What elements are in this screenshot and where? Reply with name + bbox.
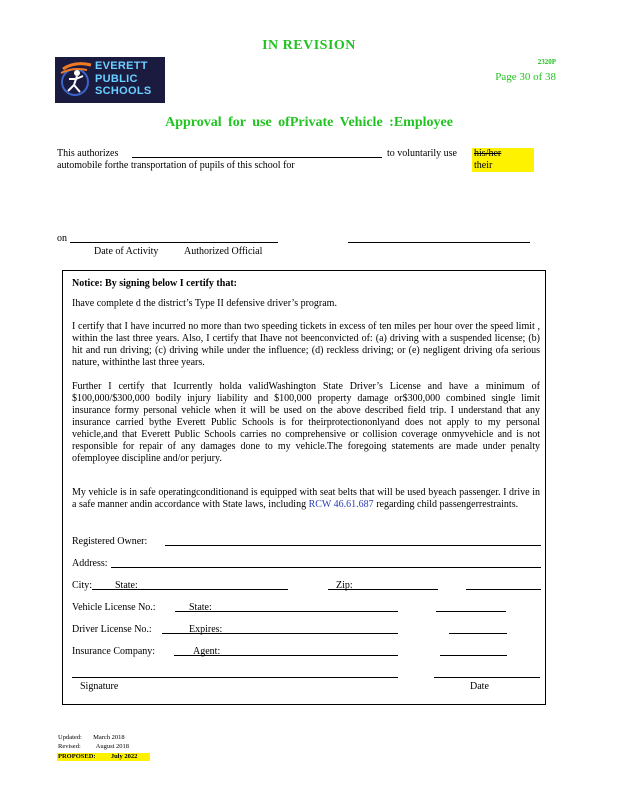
authorized-person-line[interactable] [132,157,382,158]
logo-line-1: EVERETT [95,60,148,72]
page-number: Page 30 of 38 [495,71,556,83]
zip-line[interactable] [328,589,438,590]
footer-proposed [57,753,150,761]
authorized-official-label: Authorized Official [184,246,263,257]
logo-line-2: PUBLIC [95,72,138,85]
driver-license-label: Driver License No.: [72,624,152,635]
authorized-official-line[interactable] [348,242,530,243]
date-of-activity-label: Date of Activity [94,246,159,257]
zip-extra-line[interactable] [466,589,541,590]
footer-updated-label: Updated: [58,734,82,741]
vehicle-license-label: Vehicle License No.: [72,602,156,613]
date-of-activity-line[interactable] [70,242,278,243]
this-authorizes-label: This authorizes [57,148,119,159]
rcw-link[interactable]: RCW 46.61.687 [308,499,374,510]
pronoun-highlight [472,148,534,172]
city-label: City: [72,580,93,591]
footer-updated [58,734,125,742]
logo-line-3: SCHOOLS [95,85,152,97]
footer-proposed-value: July 2022 [110,753,138,760]
address-line[interactable] [111,567,541,568]
zip-label: Zip: [336,580,353,591]
notice-heading: Notice: By signing below I certify that: [72,278,237,289]
footer-revised [58,743,129,751]
notice-paragraph-4 [72,487,540,511]
expires-label: Expires: [189,624,223,635]
footer-updated-value: March 2018 [93,734,125,741]
notice-paragraph-4-text: My vehicle is in safe operatingconditionand is equipped with seat belts that will be used byeach passenger. I drive in a safe manner andin accordance with State laws, including [72,487,540,510]
runner-icon [55,57,95,103]
footer-revised-label: Revised: [58,743,81,750]
pronoun-their: their [474,160,493,171]
to-voluntarily-label: to voluntarily use [387,148,457,159]
notice-paragraph-2: I certify that I have incurred no more than two speeding tickets in excess of ten miles per hour over the speed limit , within the last three years. Also, I certify that Ihave not beenconvicted of: (a) driving with a suspended license; (b) hit and run driving; (c) driving while under the influence; (d) reckless driving; or (e) negligent driving ofa serious nature, withinthe last three years. [72,321,540,368]
date-line[interactable] [434,677,540,678]
footer-proposed-label: PROPOSED: [58,753,96,760]
document-number: 2320P [537,58,556,66]
notice-paragraph-1: Ihave complete d the district’s Type II defensive driver’s program. [72,298,337,309]
pronoun-struck: his/her [474,148,502,159]
signature-label: Signature [80,681,119,692]
date-label: Date [470,681,489,692]
registered-owner-label: Registered Owner: [72,536,148,547]
agent-label: Agent: [193,646,221,657]
authorization-line-2: automobile forthe transportation of pupils of this school for [57,160,295,171]
agent-line[interactable] [440,655,507,656]
revision-banner: IN REVISION [262,38,356,53]
district-logo [55,57,165,103]
footer-revised-value: August 2018 [95,743,130,750]
on-label: on [57,233,67,244]
registered-owner-line[interactable] [165,545,541,546]
address-label: Address: [72,558,108,569]
insurance-company-label: Insurance Company: [72,646,156,657]
signature-line[interactable] [72,677,398,678]
expires-line[interactable] [449,633,507,634]
form-title: Approval for use ofPrivate Vehicle :Employee [165,115,453,130]
vehicle-state-line[interactable] [436,611,506,612]
vehicle-state-label: State: [189,602,212,613]
state-label: State: [115,580,138,591]
notice-paragraph-3: Further I certify that Icurrently holda validWashington State Driver’s License and have a minimum of $100,000/$300,000 bodily injury liability and $100,000 property damage or$300,000 combined single limit insurance formy personal vehicle when it will be used on the above described field trip. I understand that any insurance carried bythe Everett Public Schools is for theirprotectiononlyand does not apply to my personal vehicle,and that Everett Public Schools carries no comprehensive or collision coverage onmyvehicle and is not responsible for repair of any damages done to my vehicle.The foregoing statements are made under penalty ofemployee discipline and/or perjury. [72,381,540,464]
notice-paragraph-4-end: regarding child passengerrestraints. [376,499,519,510]
